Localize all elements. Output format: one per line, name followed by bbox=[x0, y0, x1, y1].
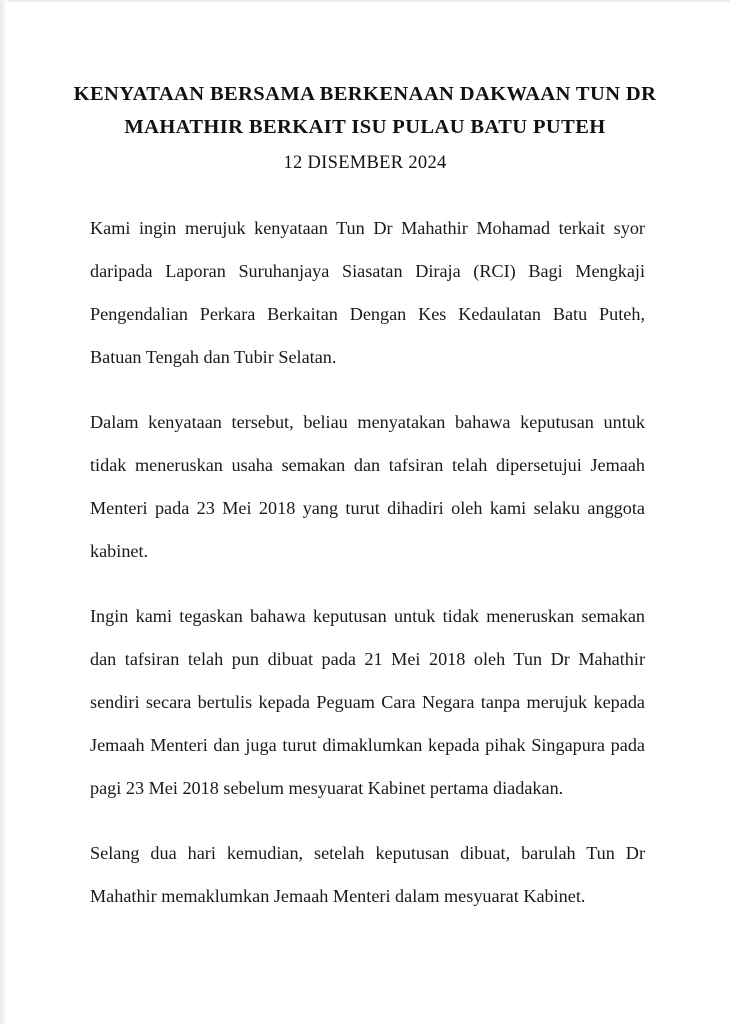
body-paragraph-2: Dalam kenyataan tersebut, beliau menyatakan bahawa keputusan untuk tidak meneruskan usaha semakan dan tafsiran telah dipersetujui Jemaah Menteri pada 23 Mei 2018 yang turut dihadiri oleh kami selaku anggota kabinet. bbox=[90, 412, 645, 561]
page-title bbox=[0, 78, 730, 144]
page-title-line-1: KENYATAAN BERSAMA BERKENAAN DAKWAAN TUN DR bbox=[73, 83, 657, 105]
document-body bbox=[0, 174, 730, 918]
body-paragraph-1: Kami ingin merujuk kenyataan Tun Dr Mahathir Mohamad terkait syor daripada Laporan Suruhanjaya Siasatan Diraja (RCI) Bagi Mengkaji Pengendalian Perkara Berkaitan Dengan Kes Kedaulatan Batu Puteh, Batuan Tengah dan Tubir Selatan. bbox=[90, 218, 645, 367]
document-header bbox=[0, 0, 730, 174]
body-paragraph-4: Selang dua hari kemudian, setelah keputusan dibuat, barulah Tun Dr Mahathir memaklumkan Jemaah Menteri dalam mesyuarat Kabinet. bbox=[90, 843, 645, 906]
document-date: 12 DISEMBER 2024 bbox=[283, 153, 447, 173]
body-paragraph-3: Ingin kami tegaskan bahawa keputusan untuk tidak meneruskan semakan dan tafsiran telah pun dibuat pada 21 Mei 2018 oleh Tun Dr Mahathir sendiri secara bertulis kepada Peguam Cara Negara tanpa merujuk kepada Jemaah Menteri dan juga turut dimaklumkan kepada pihak Singapura pada pagi 23 Mei 2018 sebelum mesyuarat Kabinet pertama diadakan. bbox=[90, 606, 645, 798]
page-title-line-2: MAHATHIR BERKAIT ISU PULAU BATU PUTEH bbox=[124, 116, 606, 138]
